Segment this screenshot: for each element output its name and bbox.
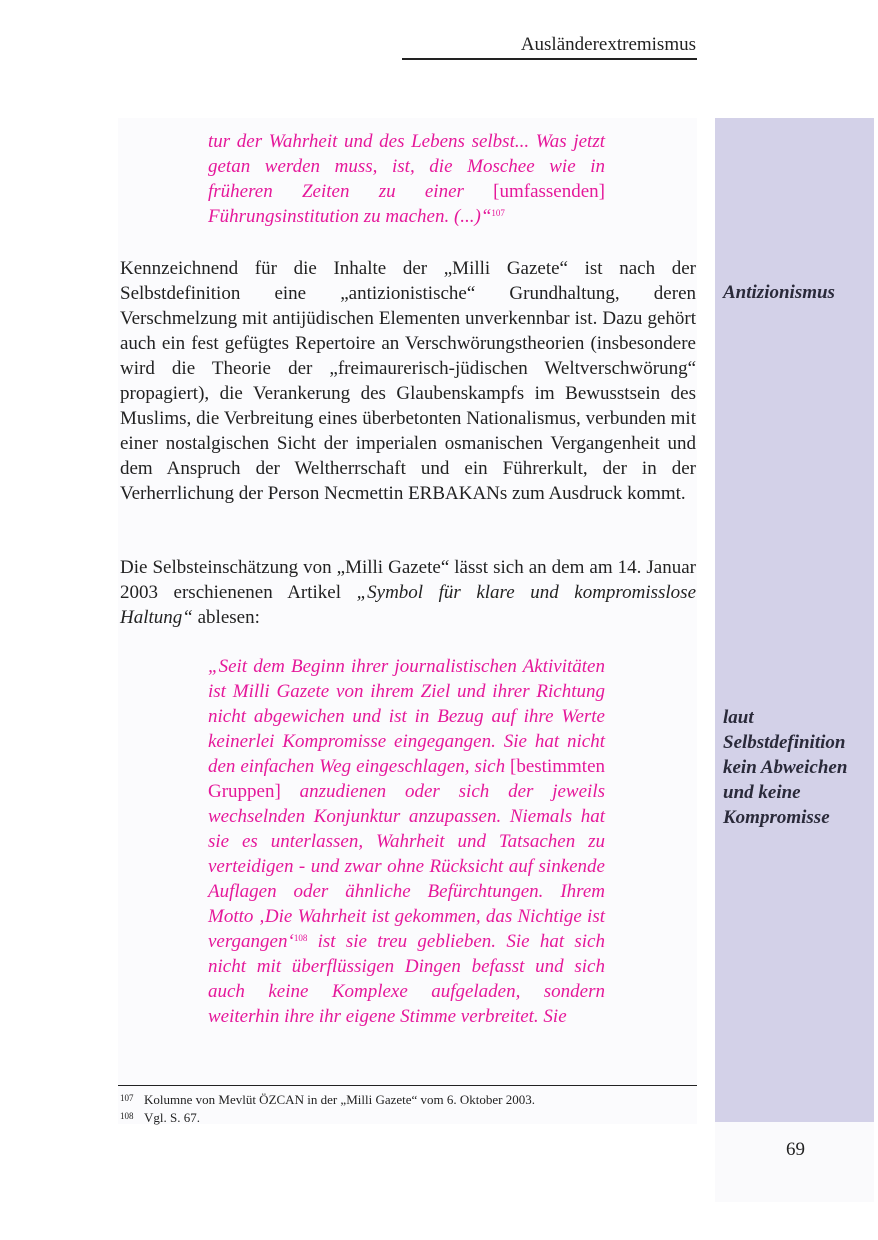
footnote-number: 107	[120, 1093, 134, 1103]
paragraph-text: ablesen:	[192, 607, 260, 628]
quote-bracket-insert: [bestimmten Gruppen]	[208, 756, 605, 802]
margin-sidebar	[715, 118, 874, 1122]
article-title: „Symbol für klare und kompromisslose Haltung“	[120, 582, 697, 628]
quote-bracket-insert: [umfassenden]	[493, 181, 605, 202]
quote-block-2	[208, 654, 605, 1029]
paragraph-text: Die Selbsteinschätzung von „Milli Gazete“ lässt sich an dem am 14. Januar 2003 erschienenen Artikel	[120, 557, 696, 603]
quote-text: anzudienen oder sich der jeweils wechselnden Konjunktur anzupassen. Niemals hat sie es unterlassen, Wahrheit und Tatsachen zu verteidigen - und zwar ohne Rücksicht auf sinkende Auflagen oder ähnliche Befürchtungen. Ihrem Motto ‚Die Wahrheit ist gekommen, das Nichtige ist vergangen‘	[208, 781, 605, 952]
footnote-text: Vgl. S. 67.	[144, 1110, 200, 1125]
footnote-rule	[118, 1085, 697, 1086]
footnote-ref-107[interactable]: 107	[491, 208, 505, 218]
footnote-text: Kolumne von Mevlüt ÖZCAN in der „Milli Gazete“ vom 6. Oktober 2003.	[144, 1092, 536, 1107]
body-paragraph-2	[120, 555, 696, 630]
footnote-number: 108	[120, 1111, 134, 1121]
page-number: 69	[786, 1139, 805, 1160]
footnote-108	[120, 1107, 200, 1127]
running-header: Ausländerextremismus	[520, 34, 696, 55]
quote-text: „Seit dem Beginn ihrer journalistischen Aktivitäten ist Milli Gazete von ihrem Ziel und ihrer Richtung nicht abgewichen und ist in Bezug auf ihre Werte keinerlei Kompromisse eingegangen. Sie hat nicht den einfachen Weg eingeschlagen, sich	[208, 656, 605, 777]
footnote-107	[120, 1089, 535, 1109]
footnote-ref-108[interactable]: 108	[293, 933, 308, 943]
quote-block-1	[208, 129, 605, 229]
quote-text: tur der Wahrheit und des Lebens selbst... Was jetzt getan werden muss, ist, die Moschee wie in früheren Zeiten zu einer	[208, 131, 605, 202]
quote-text: Führungsinstitution zu machen. (...)“	[208, 206, 492, 227]
margin-note-selbstdefinition: laut Selbstdefinition kein Abweichen und keine Kompromisse	[723, 707, 848, 828]
header-rule	[402, 58, 697, 60]
quote-text: ist sie treu geblieben. Sie hat sich nicht mit überflüssigen Dingen befasst und sich auch keine Komplexe aufgeladen, sondern weiterhin ihre ihr eigene Stimme verbreitet. Sie	[208, 931, 605, 1027]
body-paragraph-1: Kennzeichnend für die Inhalte der „Milli Gazete“ ist nach der Selbstdefinition eine „antizionistische“ Grundhaltung, deren Verschmelzung mit antijüdischen Elementen unverkennbar ist. Dazu gehört auch ein fest gefügtes Repertoire an Verschwörungstheorien (insbesondere wird die Theorie der „freimaurerisch-jüdischen Weltverschwörung“ propagiert), die Verankerung des Glaubenskampfs im Bewusstsein des Muslims, die Verbreitung eines überbetonten Nationalismus, verbunden mit einer nostalgischen Sicht der imperialen osmanischen Vergangenheit und dem Anspruch der Weltherrschaft und ein Führerkult, der in der Verherrlichung der Person Necmettin ERBAKANs zum Ausdruck kommt.	[120, 258, 696, 504]
page-number-background	[715, 1122, 874, 1202]
margin-note-antizionismus: Antizionismus	[723, 282, 835, 303]
